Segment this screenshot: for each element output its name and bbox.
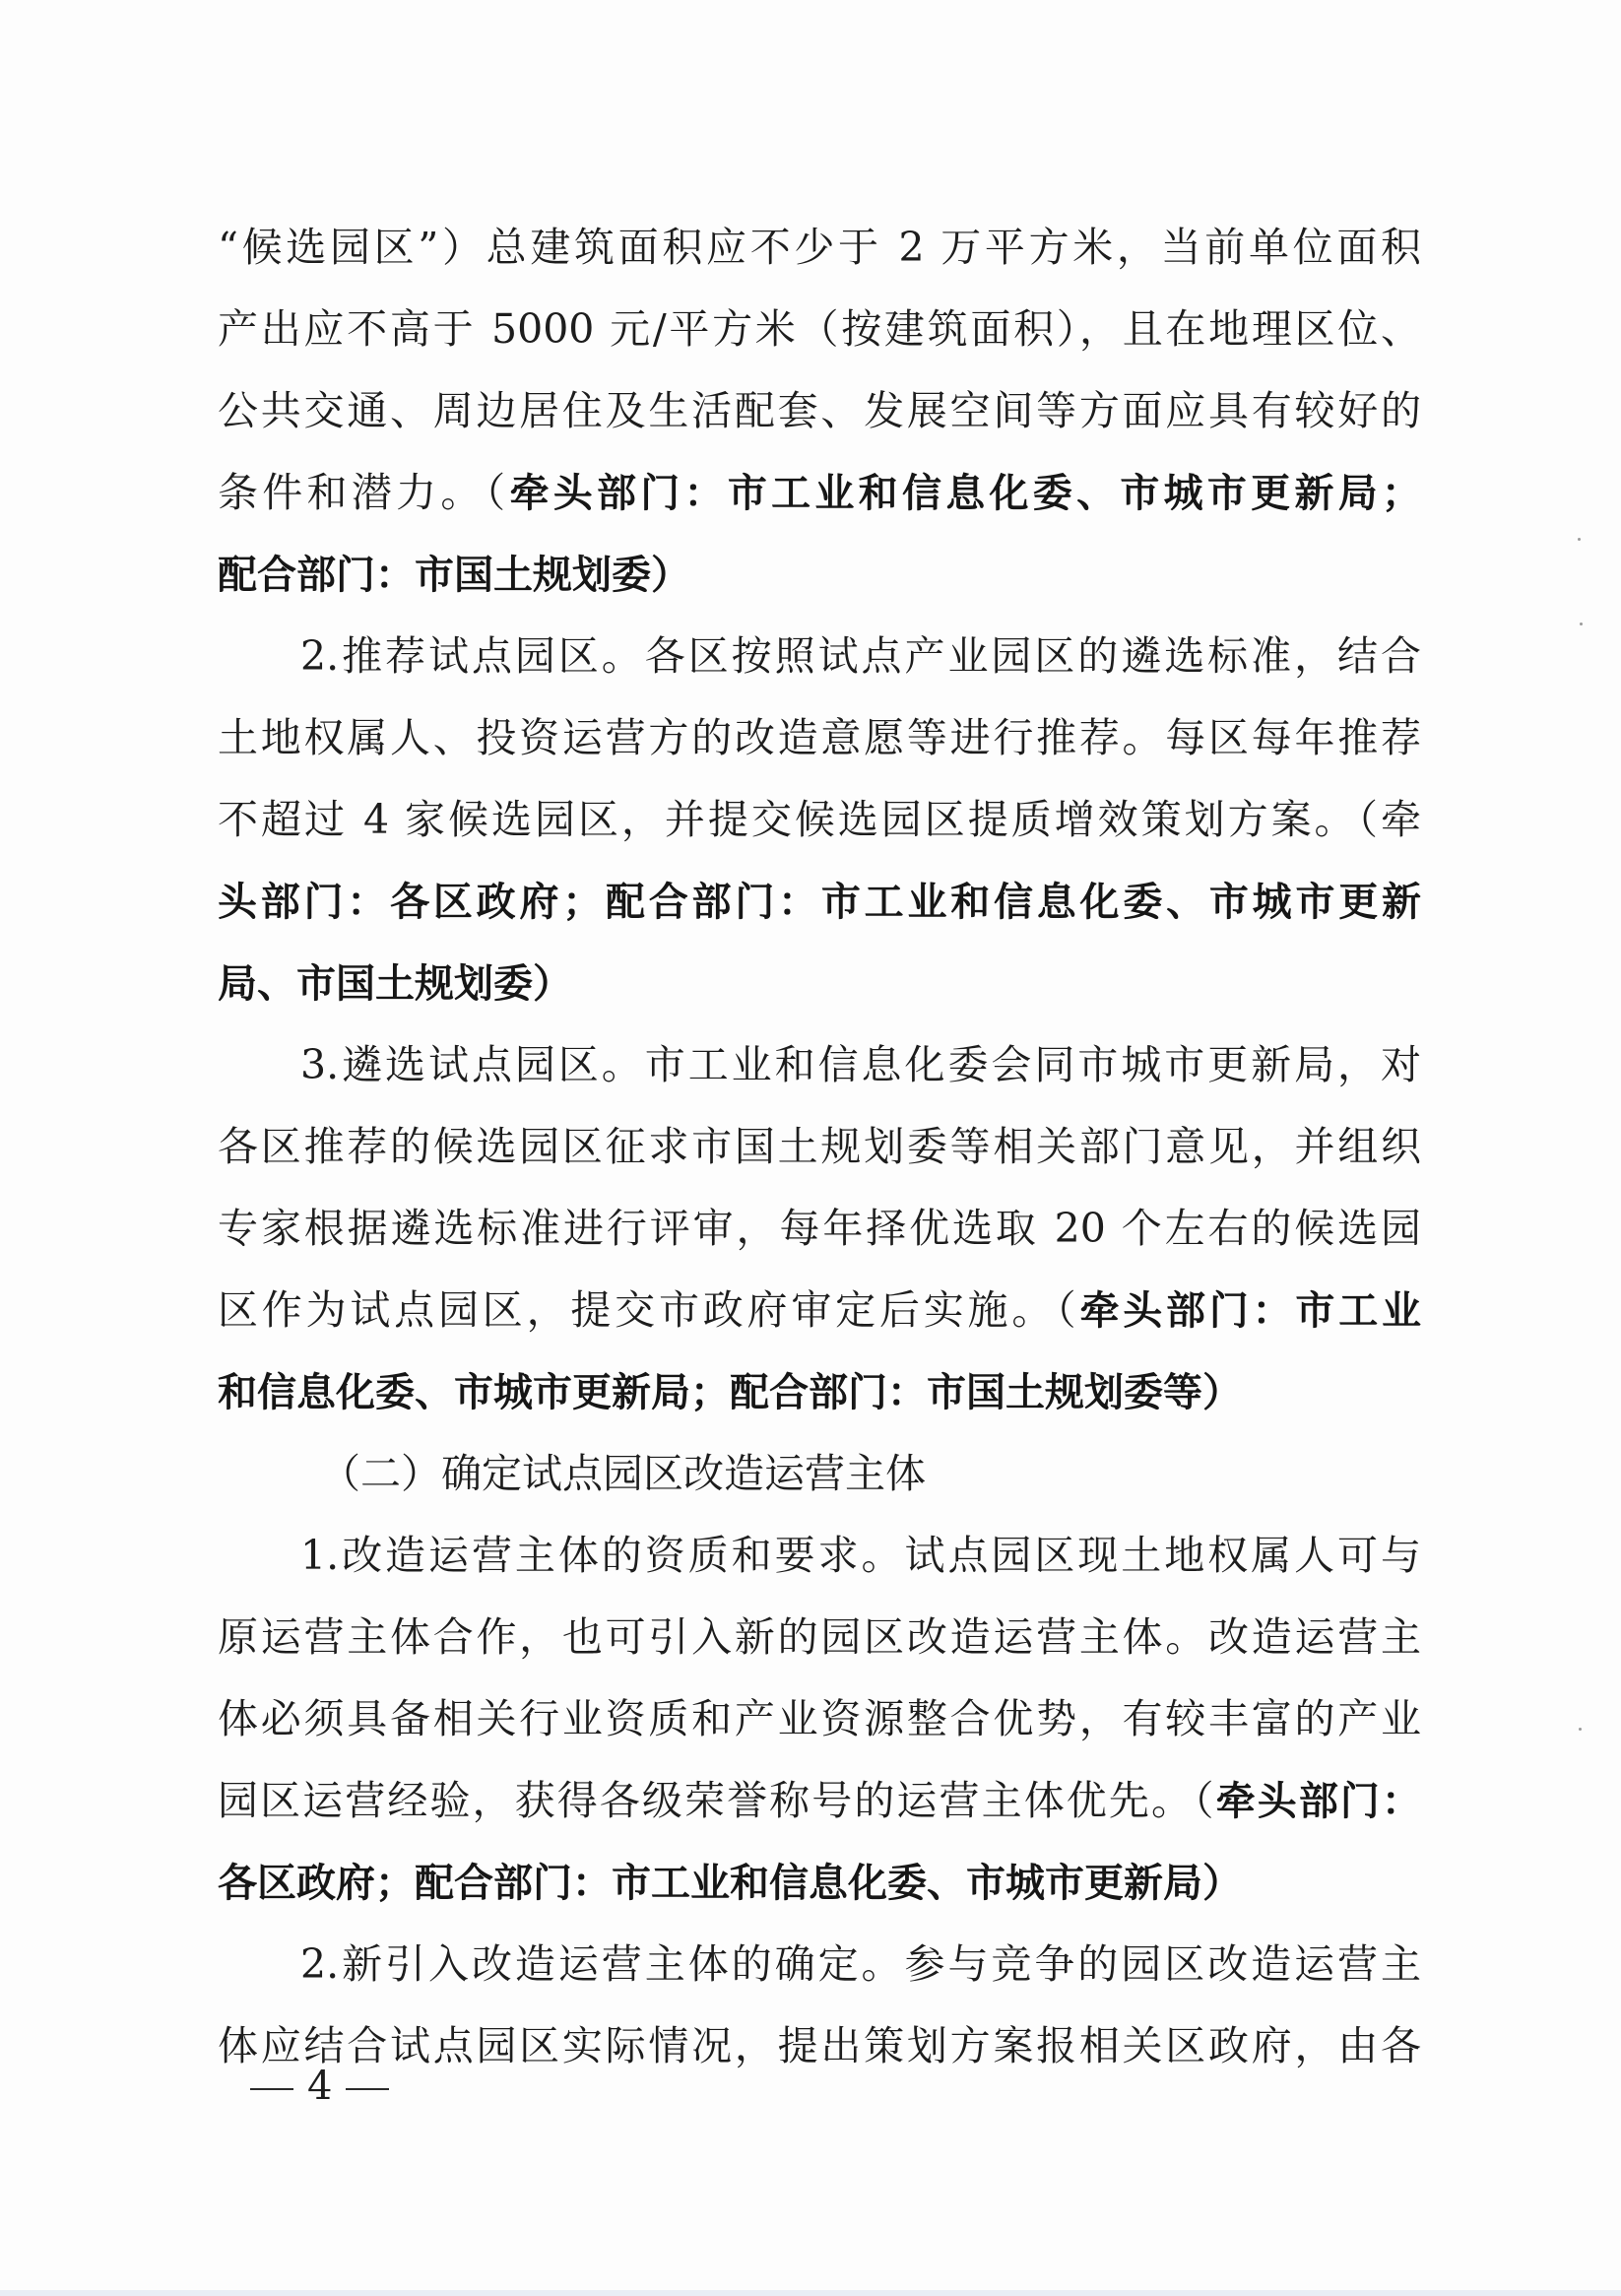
section-heading [218, 1433, 1421, 1515]
text-line [218, 534, 1421, 616]
text-line [218, 1842, 1421, 1924]
text-run: 各区推荐的候选园区征求市国土规划委等相关部门意见，并组织 [218, 1123, 1421, 1170]
text-run: 产出应不高于 5000 元/平方米（按建筑面积），且在地理区位、 [218, 305, 1421, 353]
text-run: 专家根据遴选标准进行评审，每年择优选取 20 个左右的候选园 [218, 1205, 1421, 1252]
responsible-department-text: 牵头部门：市工业 [1079, 1288, 1421, 1334]
paragraph-first-line [218, 616, 1421, 697]
responsible-department-text: 牵头部门： [1215, 1779, 1421, 1824]
text-line [218, 207, 1421, 289]
responsible-department-text: 牵头部门：市工业和信息化委、市城市更新局； [509, 471, 1421, 516]
text-line [218, 1270, 1421, 1351]
text-run: 1.改造运营主体的资质和要求。试点园区现土地权属人可与 [300, 1532, 1421, 1579]
paragraph-first-line [218, 1924, 1421, 2005]
text-line [218, 1106, 1421, 1188]
scan-speck [1578, 538, 1581, 541]
page-number-right-dash [346, 2088, 389, 2090]
responsible-department-text: 头部门：各区政府；配合部门：市工业和信息化委、市城市更新 [218, 880, 1421, 925]
text-line [218, 1188, 1421, 1270]
page-number [250, 2057, 389, 2116]
text-run: 3.遴选试点园区。市工业和信息化委会同市城市更新局，对 [300, 1041, 1421, 1088]
text-line [218, 861, 1421, 943]
text-run: 不超过 4 家候选园区，并提交候选园区提质增效策划方案。（牵 [218, 796, 1421, 843]
scan-edge-strip [0, 2290, 1621, 2296]
text-line [218, 697, 1421, 779]
section-heading-text: （二）确定试点园区改造运营主体 [320, 1450, 926, 1497]
text-line [218, 1351, 1421, 1433]
text-run: 原运营主体合作，也可引入新的园区改造运营主体。改造运营主 [218, 1613, 1421, 1661]
text-line [218, 1760, 1421, 1842]
responsible-department-text: 局、市国土规划委） [218, 961, 572, 1007]
responsible-department-text: 配合部门：市国土规划委） [218, 553, 690, 598]
text-run: “候选园区”）总建筑面积应不少于 2 万平方米，当前单位面积 [218, 224, 1421, 271]
text-run: 园区运营经验，获得各级荣誉称号的运营主体优先。（ [218, 1777, 1216, 1824]
responsible-department-text: 和信息化委、市城市更新局；配合部门：市国土规划委等） [218, 1370, 1242, 1415]
page-number-left-dash [250, 2088, 293, 2090]
scan-speck [1579, 1728, 1582, 1731]
responsible-department-text: 各区政府；配合部门：市工业和信息化委、市城市更新局） [218, 1861, 1242, 1906]
paragraph-first-line [218, 1515, 1421, 1597]
text-run: 2.新引入改造运营主体的确定。参与竞争的园区改造运营主 [300, 1940, 1421, 1988]
text-run: 2.推荐试点园区。各区按照试点产业园区的遴选标准，结合 [300, 632, 1421, 680]
text-run: 土地权属人、投资运营方的改造意愿等进行推荐。每区每年推荐 [218, 714, 1421, 761]
paragraph-first-line [218, 1024, 1421, 1106]
text-run: 区作为试点园区，提交市政府审定后实施。（ [218, 1286, 1080, 1334]
text-line [218, 452, 1421, 534]
text-line [218, 2005, 1421, 2087]
text-run: 体应结合试点园区实际情况，提出策划方案报相关区政府，由各 [218, 2022, 1421, 2069]
text-line [218, 943, 1421, 1024]
page-number-value: 4 [307, 2064, 333, 2109]
text-run: 体必须具备相关行业资质和产业资源整合优势，有较丰富的产业 [218, 1695, 1421, 1742]
text-line [218, 370, 1421, 452]
document-body [218, 207, 1421, 2087]
scan-speck [1580, 623, 1583, 625]
text-run: 条件和潜力。（ [218, 469, 510, 516]
text-line [218, 779, 1421, 861]
text-run: 公共交通、周边居住及生活配套、发展空间等方面应具有较好的 [218, 387, 1421, 434]
text-line [218, 289, 1421, 370]
text-line [218, 1597, 1421, 1678]
text-line [218, 1678, 1421, 1760]
